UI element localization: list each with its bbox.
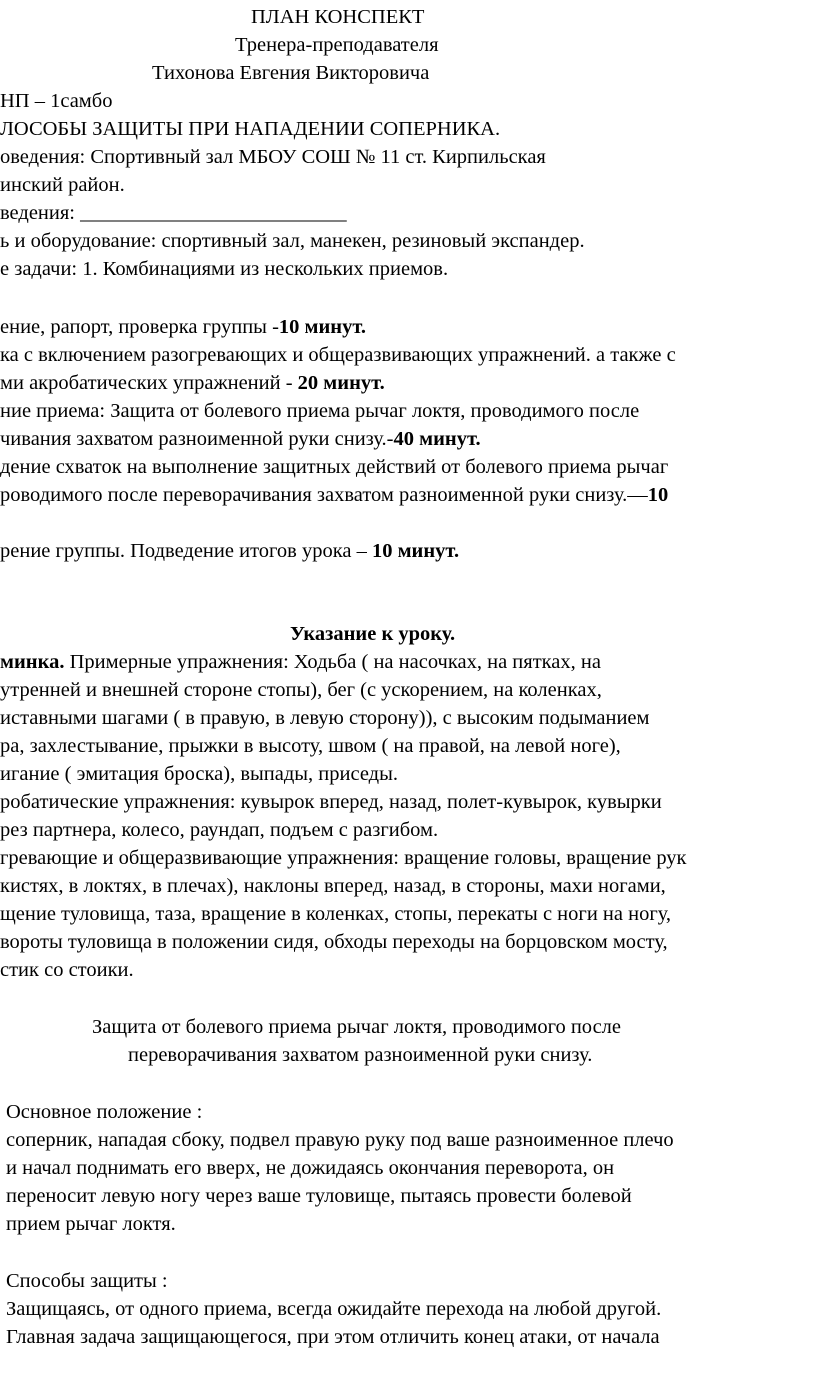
topic-line: ЛОСОБЫ ЗАЩИТЫ ПРИ НАПАДЕНИИ СОПЕРНИКА. xyxy=(0,118,501,140)
tasks-line: е задачи: 1. Комбинациями из нескольких приемов. xyxy=(0,258,449,280)
guide-heading: Указание к уроку. xyxy=(290,623,456,645)
place-line-1: оведения: Спортивный зал МБОУ СОШ № 11 ст. Кирпильская xyxy=(0,146,546,168)
plan-item-1: ение, рапорт, проверка группы -10 минут. xyxy=(0,316,367,338)
date-line: ведения: __________________________ xyxy=(0,202,347,224)
plan-item-4-line-1: дение схваток на выполнение защитных действий от болевого приема рычаг xyxy=(0,456,669,478)
place-line-2: инский район. xyxy=(0,174,125,196)
acrobatics-line-2: рез партнера, колесо, раундап, подъем с разгибом. xyxy=(0,819,439,841)
coach-name: Тихонова Евгения Викторовича xyxy=(152,62,430,84)
ways-line-1: Защищаясь, от одного приема, всегда ожидайте перехода на любой другой. xyxy=(6,1298,662,1320)
position-line-2: и начал поднимать его вверх, не дожидаясь окончания переворота, он xyxy=(6,1157,615,1179)
plan-item-3-line-1: ние приема: Защита от болевого приема рычаг локтя, проводимого после xyxy=(0,400,640,422)
position-line-1: соперник, нападая сбоку, подвел правую руку под ваше разноименное плечо xyxy=(6,1129,674,1151)
plan-item-2-line-2: ми акробатических упражнений - 20 минут. xyxy=(0,372,385,394)
warmup-line-4: ра, захлестывание, прыжки в высоту, швом ( на правой, на левой ноге), xyxy=(0,735,621,757)
warmup-line-3: иставными шагами ( в правую, в левую сторону)), с высоким подыманием xyxy=(0,707,650,729)
page-title: ПЛАН КОНСПЕКТ xyxy=(251,6,425,28)
equipment-line: ь и оборудование: спортивный зал, манекен, резиновый экспандер. xyxy=(0,230,585,252)
warmup-line-1: минка. Примерные упражнения: Ходьба ( на насочках, на пятках, на xyxy=(0,651,601,673)
warmup-line-5: игание ( эмитация броска), выпады, приседы. xyxy=(0,763,398,785)
group-line: НП – 1самбо xyxy=(0,90,113,112)
ways-label: Способы защиты : xyxy=(6,1270,168,1292)
general-line-3: щение туловища, таза, вращение в коленках, стопы, перекаты с ноги на ногу, xyxy=(0,903,672,925)
defense-title-2: переворачивания захватом разноименной руки снизу. xyxy=(128,1044,593,1066)
position-label: Основное положение : xyxy=(6,1101,203,1123)
plan-item-4-line-2: роводимого после переворачивания захватом разноименной руки снизу.—10 xyxy=(0,484,669,506)
acrobatics-line-1: робатические упражнения: кувырок вперед, назад, полет-кувырок, кувырки xyxy=(0,791,662,813)
position-line-3: переносит левую ногу через ваше туловище, пытаясь провести болевой xyxy=(6,1185,632,1207)
ways-line-2: Главная задача защищающегося, при этом отличить конец атаки, от начала xyxy=(6,1326,660,1348)
general-line-2: кистях, в локтях, в плечах), наклоны вперед, назад, в стороны, махи ногами, xyxy=(0,875,666,897)
plan-item-2-line-1: ка с включением разогревающих и общеразвивающих упражнений. а также с xyxy=(0,344,676,366)
general-line-1: гревающие и общеразвивающие упражнения: вращение головы, вращение рук xyxy=(0,847,687,869)
page-subtitle: Тренера-преподавателя xyxy=(235,34,439,56)
plan-item-5: рение группы. Подведение итогов урока – 10 минут. xyxy=(0,540,460,562)
position-line-4: прием рычаг локтя. xyxy=(6,1213,176,1235)
general-line-4: вороты туловища в положении сидя, обходы переходы на борцовском мосту, xyxy=(0,931,668,953)
warmup-line-2: утренней и внешней стороне стопы), бег (с ускорением, на коленках, xyxy=(0,679,602,701)
defense-title-1: Защита от болевого приема рычаг локтя, проводимого после xyxy=(92,1016,621,1038)
plan-item-3-line-2: чивания захватом разноименной руки снизу.-40 минут. xyxy=(0,428,481,450)
general-line-5: стик со стоики. xyxy=(0,959,134,981)
